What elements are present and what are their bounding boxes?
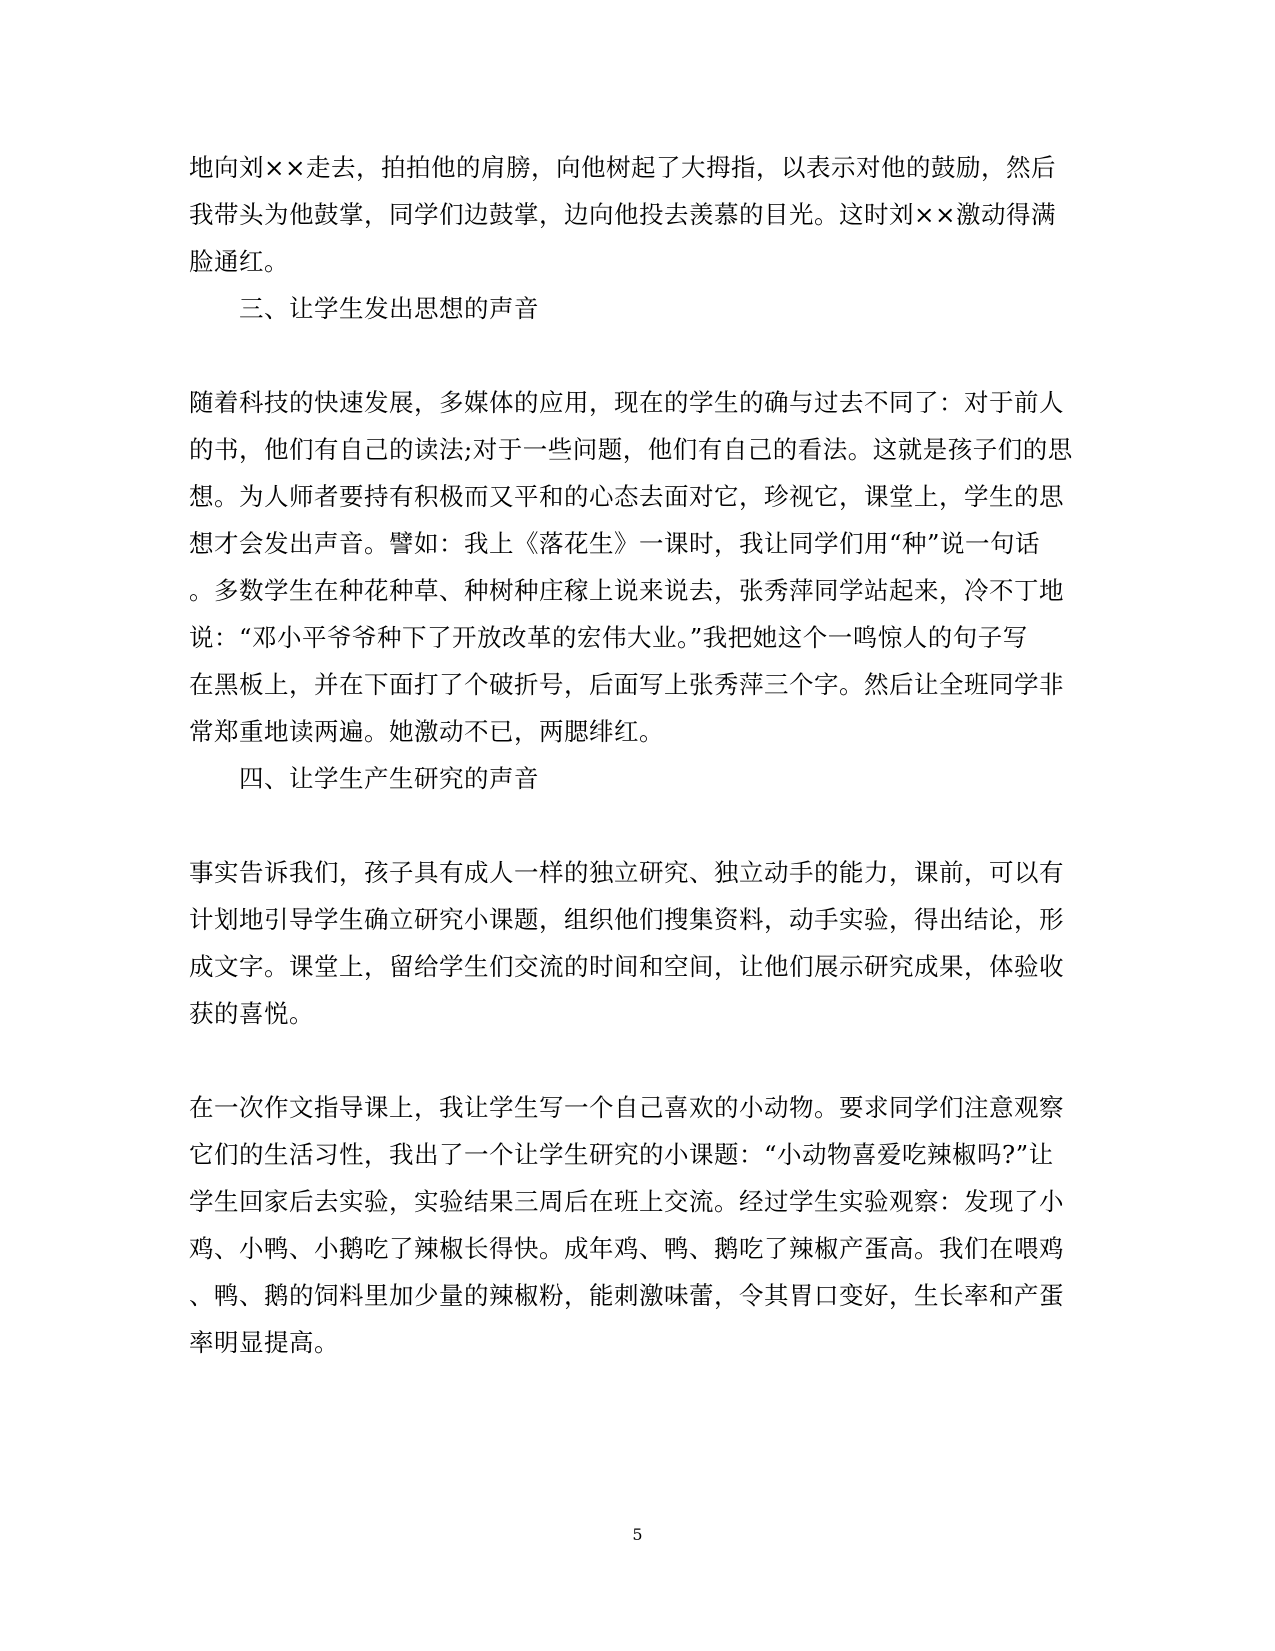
text-line: 在黑板上，并在下面打了个破折号，后面写上张秀萍三个字。然后让全班同学非 [189,670,1064,699]
text-line: 想才会发出声音。譬如：我上《落花生》一课时，我让同学们用“种”说一句话 [189,529,1041,558]
text-line: 计划地引导学生确立研究小课题，组织他们搜集资料，动手实验，得出结论，形 [189,905,1064,934]
page-number: 5 [632,1525,643,1544]
text-line: 想。为人师者要持有积极而又平和的心态去面对它，珍视它，课堂上，学生的思 [189,482,1064,511]
text-line: 脸通红。 [189,247,289,276]
text-line: 说：“邓小平爷爷种下了开放改革的宏伟大业。”我把她这个一鸣惊人的句子写 [189,623,1028,652]
text-line: 。多数学生在种花种草、种树种庄稼上说来说去，张秀萍同学站起来，冷不丁地 [189,576,1064,605]
text-line: 我带头为他鼓掌，同学们边鼓掌，边向他投去羡慕的目光。这时刘××激动得满 [189,200,1057,229]
text-line: 它们的生活习性，我出了一个让学生研究的小课题：“小动物喜爱吃辣椒吗?”让 [189,1140,1054,1169]
text-line: 随着科技的快速发展，多媒体的应用，现在的学生的确与过去不同了：对于前人 [189,388,1064,417]
text-line: 在一次作文指导课上，我让学生写一个自己喜欢的小动物。要求同学们注意观察 [189,1093,1064,1122]
text-line: 学生回家后去实验，实验结果三周后在班上交流。经过学生实验观察：发现了小 [189,1187,1064,1216]
text-line: 的书，他们有自己的读法;对于一些问题，他们有自己的看法。这就是孩子们的思 [189,435,1073,464]
section-heading: 三、让学生发出思想的声音 [239,294,539,323]
text-line: 地向刘××走去，拍拍他的肩膀，向他树起了大拇指，以表示对他的鼓励，然后 [189,153,1057,182]
text-line: 率明显提高。 [189,1328,339,1357]
text-line: 常郑重地读两遍。她激动不已，两腮绯红。 [189,717,664,746]
text-line: 、鸭、鹅的饲料里加少量的辣椒粉，能刺激味蕾，令其胃口变好，生长率和产蛋 [189,1281,1064,1310]
text-line: 成文字。课堂上，留给学生们交流的时间和空间，让他们展示研究成果，体验收 [189,952,1064,981]
text-line: 事实告诉我们，孩子具有成人一样的独立研究、独立动手的能力，课前，可以有 [189,858,1064,887]
text-line: 鸡、小鸭、小鹅吃了辣椒长得快。成年鸡、鸭、鹅吃了辣椒产蛋高。我们在喂鸡 [189,1234,1064,1263]
section-heading: 四、让学生产生研究的声音 [239,764,539,793]
text-line: 获的喜悦。 [189,999,314,1028]
